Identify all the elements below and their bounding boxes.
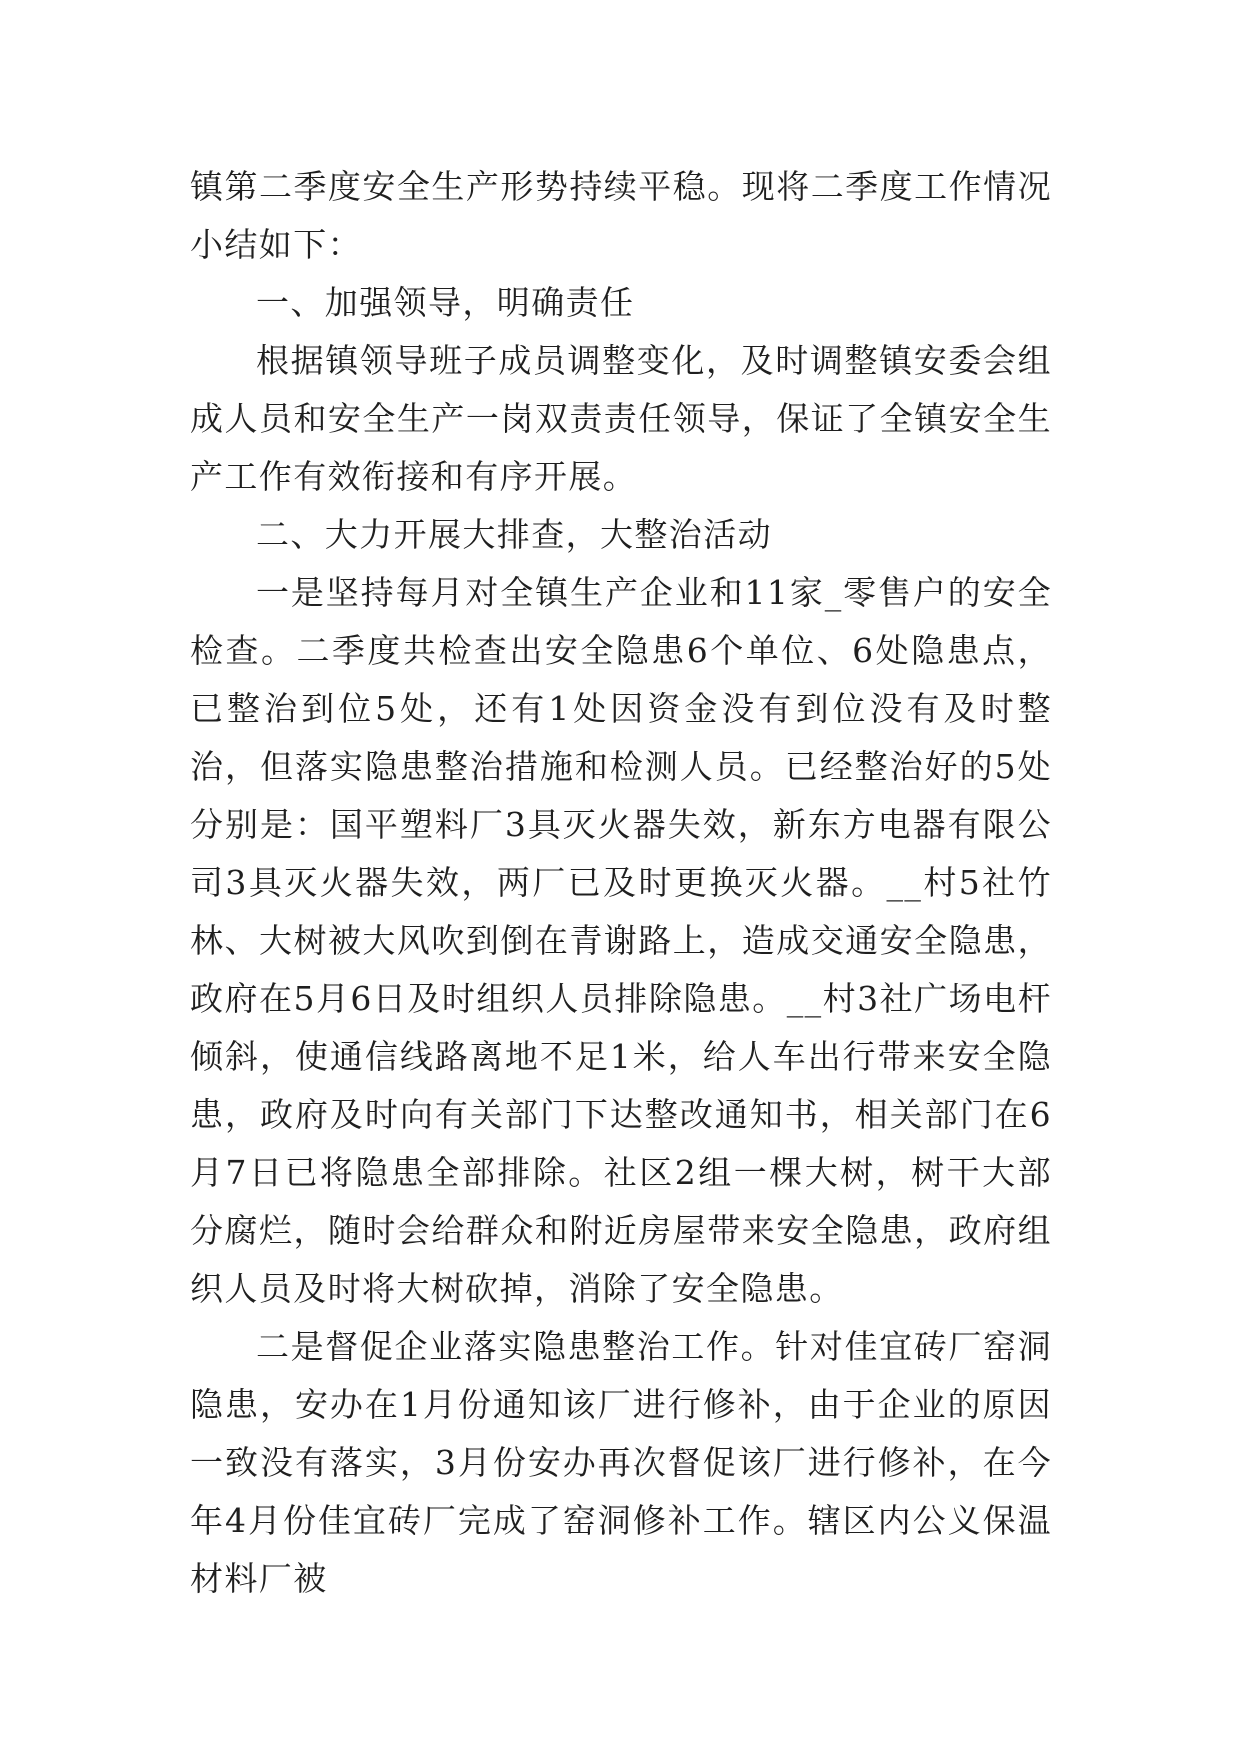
paragraph-intro: 镇第二季度安全生产形势持续平稳。现将二季度工作情况小结如下： <box>190 167 1052 264</box>
document-body <box>190 158 1052 1608</box>
paragraph-inspection: 一是坚持每月对全镇生产企业和11家_零售户的安全检查。二季度共检查出安全隐患6个单位、6处隐患点，已整治到位5处，还有1处因资金没有到位没有及时整治，但落实隐患整治措施和检测人员。已经整治好的5处分别是：国平塑料厂3具灭火器失效，新东方电器有限公司3具灭火器失效，两厂已及时更换灭火器。__村5社竹林、大树被大风吹到倒在青谢路上，造成交通安全隐患，政府在5月6日及时组织人员排除隐患。__村3社广场电杆倾斜，使通信线路离地不足1米，给人车出行带来安全隐患，政府及时向有关部门下达整改通知书，相关部门在6月7日已将隐患全部排除。社区2组一棵大树，树干大部分腐烂，随时会给群众和附近房屋带来安全隐患，政府组织人员及时将大树砍掉，消除了安全隐患。 <box>190 573 1052 1308</box>
section-heading-1: 一、加强领导，明确责任 <box>256 283 635 322</box>
paragraph-rectification: 二是督促企业落实隐患整治工作。针对佳宜砖厂窑洞隐患，安办在1月份通知该厂进行修补，由于企业的原因一致没有落实，3月份安办再次督促该厂进行修补，在今年4月份佳宜砖厂完成了窑洞修补工作。辖区内公义保温材料厂被 <box>190 1327 1052 1598</box>
section-heading-2: 二、大力开展大排查，大整治活动 <box>256 515 772 554</box>
paragraph-leadership: 根据镇领导班子成员调整变化，及时调整镇安委会组成人员和安全生产一岗双责责任领导，保证了全镇安全生产工作有效衔接和有序开展。 <box>190 341 1052 496</box>
